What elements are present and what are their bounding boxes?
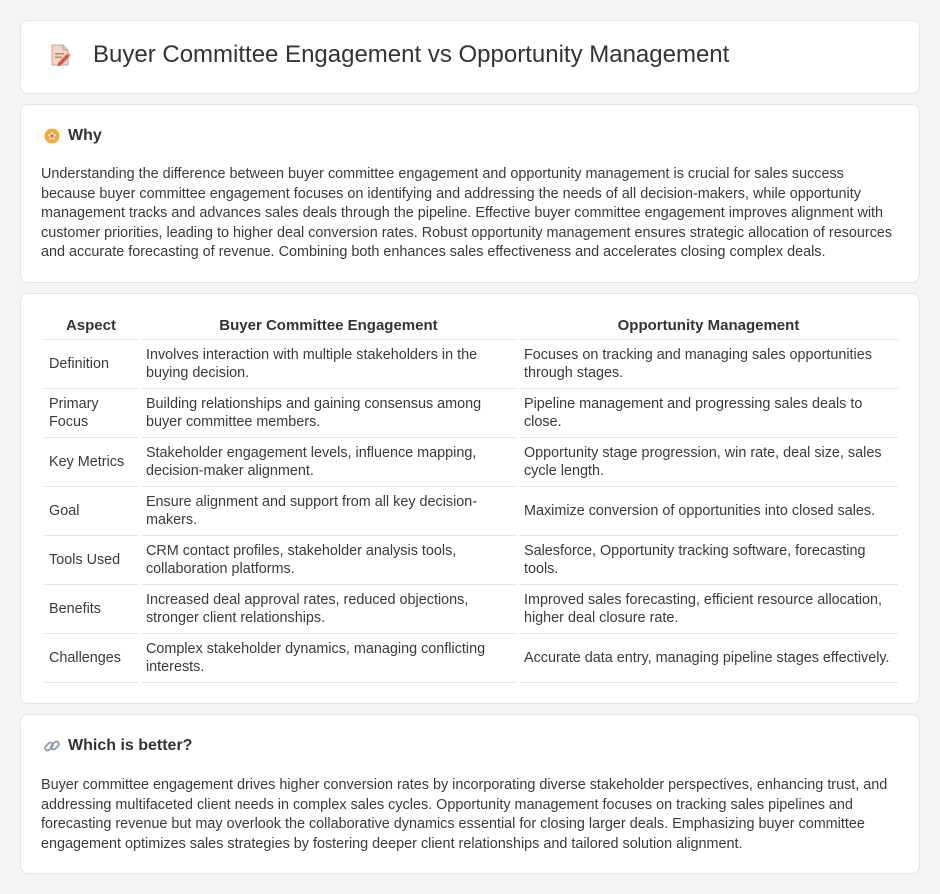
opportunity-management-cell: Salesforce, Opportunity tracking software, forecasting tools. [519,536,898,585]
opportunity-management-cell: Pipeline management and progressing sales deals to close. [519,389,898,438]
opportunity-management-cell: Improved sales forecasting, efficient resource allocation, higher deal closure rate. [519,585,898,634]
title-row [47,41,729,69]
comparison-section [20,293,920,704]
aspect-cell: Primary Focus [44,389,138,438]
aspect-cell: Tools Used [44,536,138,585]
why-text: Understanding the difference between buyer committee engagement and opportunity management is crucial for sales success because buyer committee engagement focuses on identifying and addressing the needs of all decision-makers, while opportunity management tracks and advances sales deals through the pipeline. Effective buyer committee engagement improves alignment with customer priorities, leading to higher deal conversion rates. Robust opportunity management ensures strategic allocation of resources and accurate forecasting of revenue. Combining both enhances sales effectiveness and accelerates closing complex deals. [41,166,893,261]
buyer-committee-cell: Complex stakeholder dynamics, managing conflicting interests. [141,634,516,683]
better-text: Buyer committee engagement drives higher conversion rates by incorporating diverse stakeholder perspectives, enhancing trust, and addressing multifaceted client needs in complex sales cycles. Opportunity management focuses on tracking sales pipelines and forecasting revenue but may overlook the collaborative dynamics essential for closing larger deals. Emphasizing buyer committee engagement optimizes sales strategies by fostering deeper client relationships and tailored solution alignment. [41,777,888,852]
buyer-committee-cell: Increased deal approval rates, reduced objections, stronger client relationships. [141,585,516,634]
buyer-committee-cell: Building relationships and gaining consensus among buyer committee members. [141,389,516,438]
buyer-committee-cell: Stakeholder engagement levels, influence mapping, decision-maker alignment. [141,438,516,487]
comparison-table [41,314,901,683]
buyer-committee-cell: Involves interaction with multiple stakeholders in the buying decision. [141,340,516,389]
table-row [44,389,898,438]
page-title: Buyer Committee Engagement vs Opportunity Management [93,41,730,68]
better-heading [43,737,192,755]
which-is-better-section [20,714,920,874]
why-title: Why [68,127,102,144]
why-heading [43,127,102,145]
opportunity-management-cell: Opportunity stage progression, win rate, deal size, sales cycle length. [519,438,898,487]
header-aspect: Aspect [44,314,138,340]
why-section [20,104,920,283]
table-row [44,340,898,389]
header-buyer-committee: Buyer Committee Engagement [141,314,516,340]
table-row [44,585,898,634]
document-edit-icon [47,42,73,68]
opportunity-management-cell: Maximize conversion of opportunities into closed sales. [519,487,898,536]
sparkle-badge-icon [43,127,61,145]
table-header-row [44,314,898,340]
buyer-committee-cell: Ensure alignment and support from all key decision-makers. [141,487,516,536]
link-icon [43,737,61,755]
aspect-cell: Definition [44,340,138,389]
aspect-cell: Goal [44,487,138,536]
better-title: Which is better? [68,737,193,754]
aspect-cell: Key Metrics [44,438,138,487]
table-row [44,438,898,487]
table-row [44,536,898,585]
table-row [44,487,898,536]
header-opportunity-management: Opportunity Management [519,314,898,340]
buyer-committee-cell: CRM contact profiles, stakeholder analysis tools, collaboration platforms. [141,536,516,585]
opportunity-management-cell: Focuses on tracking and managing sales opportunities through stages. [519,340,898,389]
header-card [20,20,920,94]
aspect-cell: Benefits [44,585,138,634]
aspect-cell: Challenges [44,634,138,683]
opportunity-management-cell: Accurate data entry, managing pipeline stages effectively. [519,634,898,683]
table-row [44,634,898,683]
